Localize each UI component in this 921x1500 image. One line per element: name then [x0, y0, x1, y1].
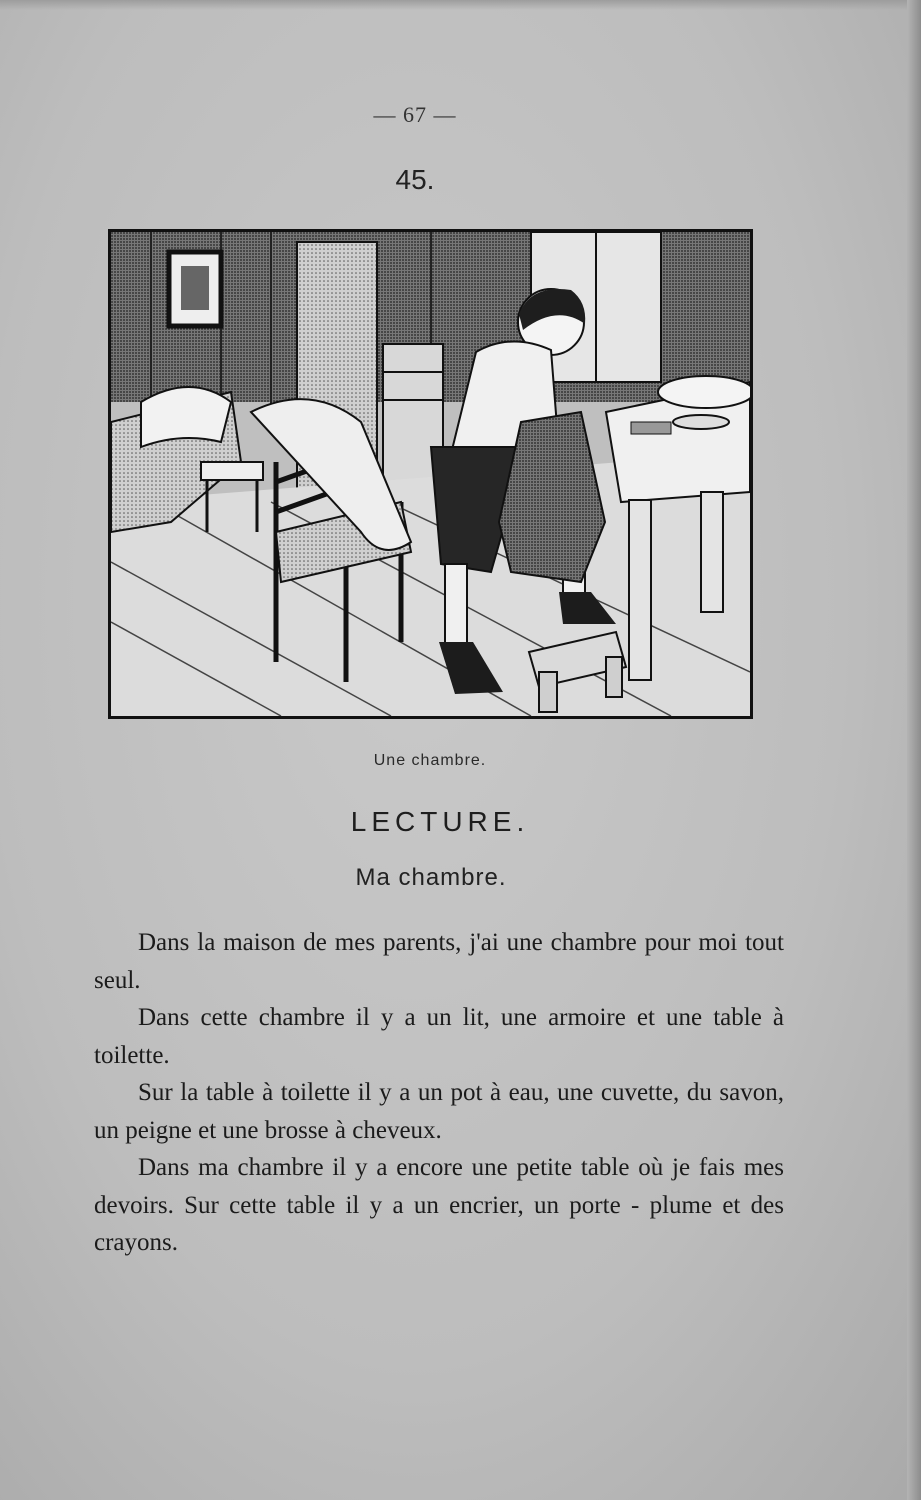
lesson-number: 45.: [395, 164, 435, 195]
page-number: — 67 —: [373, 102, 457, 127]
page-right-edge: [907, 0, 921, 1500]
reading-title: Ma chambre.: [355, 864, 507, 891]
page-top-edge: [0, 0, 921, 10]
bedroom-illustration: [108, 229, 753, 719]
paragraph: Sur la table à toilette il y a un pot à eau, une cuvette, du savon, un peigne et une brosse à cheveux.: [94, 1079, 784, 1144]
section-heading: LECTURE.: [350, 806, 530, 837]
paragraph: Dans ma chambre il y a encore une petite table où je fais mes devoirs. Sur cette table il y a un encrier, un porte - plume et des crayons.: [94, 1154, 784, 1256]
reading-text: [94, 924, 784, 1262]
paragraph: Dans cette chambre il y a un lit, une armoire et une table à toilette.: [94, 1004, 784, 1069]
paragraph: Dans la maison de mes parents, j'ai une chambre pour moi tout seul.: [94, 929, 784, 994]
wash-basin: [658, 376, 750, 408]
illustration-caption: Une chambre.: [373, 752, 487, 769]
